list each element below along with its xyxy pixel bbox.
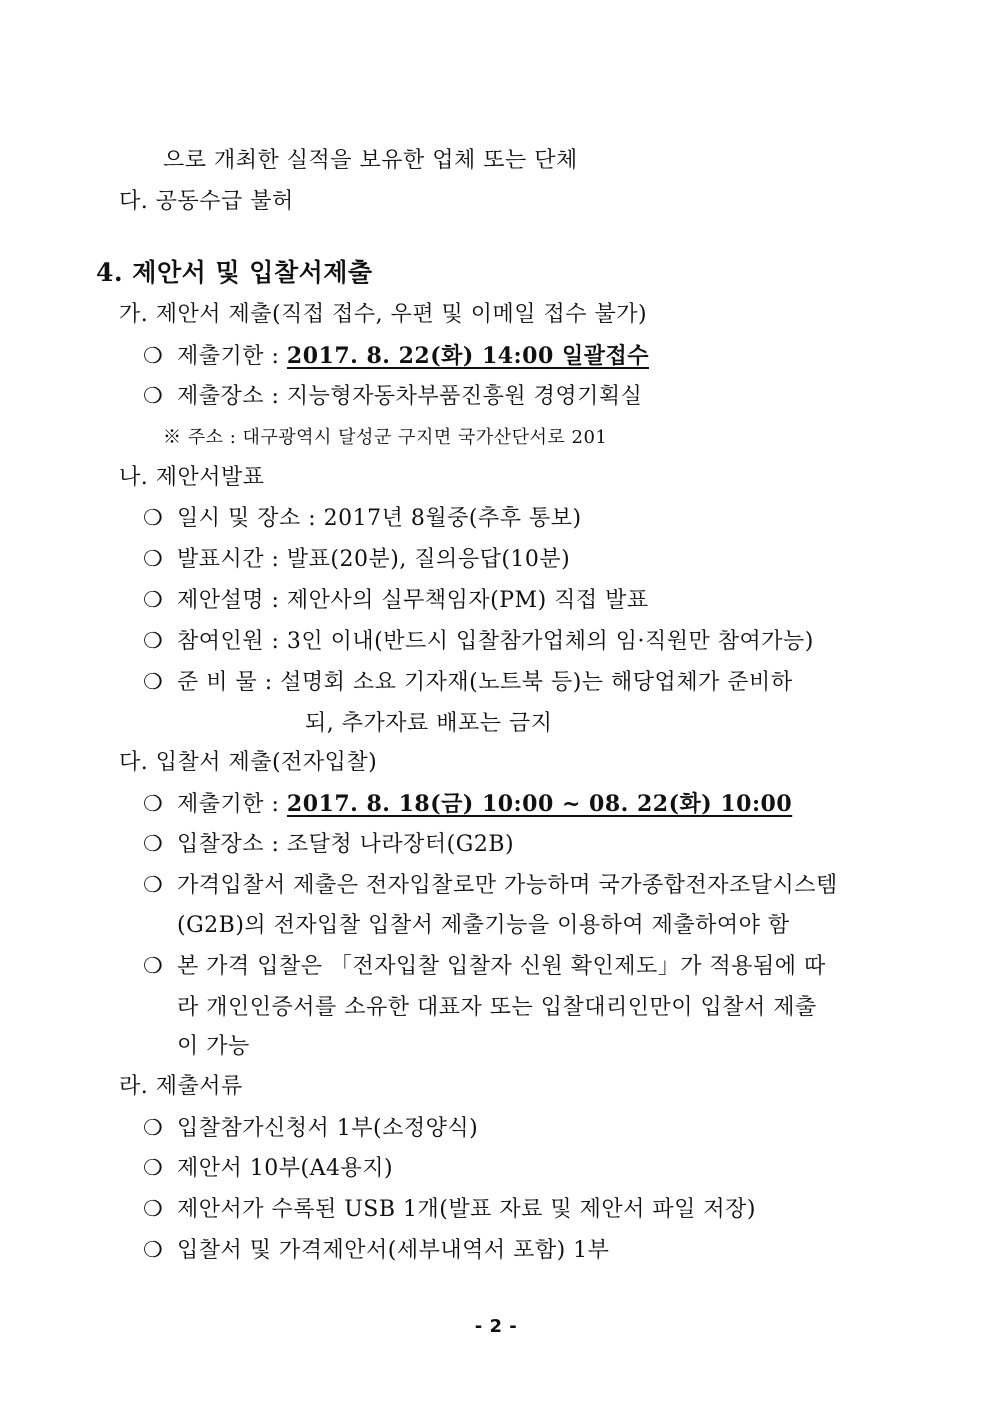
na-item-text: 준 비 물 : 설명회 소요 기자재(노트북 등)는 해당업체가 준비하 bbox=[177, 670, 793, 695]
na-item-text: 참여인원 : 3인 이내(반드시 입찰참가업체의 임·직원만 참여가능) bbox=[177, 629, 814, 654]
da-deadline-value: 2017. 8. 18(금) 10:00 ~ 08. 22(화) 10:00 bbox=[286, 791, 793, 817]
circle-bullet-icon: ❍ bbox=[143, 547, 164, 572]
ga-deadline-label: 제출기한 : bbox=[177, 344, 287, 369]
circle-bullet-icon: ❍ bbox=[143, 384, 164, 409]
circle-bullet-icon: ❍ bbox=[143, 506, 164, 531]
ra-item bbox=[143, 1118, 478, 1140]
ga-location-text: 제출장소 : 지능형자동차부품진흥원 경영기획실 bbox=[177, 384, 643, 409]
da-title: 다. 입찰서 제출(전자입찰) bbox=[119, 750, 378, 775]
circle-bullet-icon: ❍ bbox=[143, 344, 164, 369]
circle-bullet-icon: ❍ bbox=[143, 588, 164, 613]
da-item bbox=[143, 956, 826, 978]
ra-item bbox=[143, 1240, 609, 1262]
na-item-text: 발표시간 : 발표(20분), 질의응답(10분) bbox=[177, 547, 571, 572]
da-deadline-label: 제출기한 : bbox=[177, 792, 287, 817]
ra-item-text: 제안서가 수록된 USB 1개(발표 자료 및 제안서 파일 저장) bbox=[177, 1197, 756, 1222]
ga-item-location bbox=[143, 386, 642, 408]
circle-bullet-icon: ❍ bbox=[143, 629, 164, 654]
circle-bullet-icon: ❍ bbox=[143, 1156, 164, 1181]
circle-bullet-icon: ❍ bbox=[143, 1116, 164, 1141]
section3-continuation: 으로 개최한 실적을 보유한 업체 또는 단체 bbox=[163, 148, 578, 173]
ga-item-deadline bbox=[143, 345, 649, 368]
da-item-text: 입찰장소 : 조달청 나라장터(G2B) bbox=[177, 832, 515, 857]
na-item bbox=[143, 631, 814, 653]
circle-bullet-icon: ❍ bbox=[143, 792, 164, 817]
ra-item-text: 입찰서 및 가격제안서(세부내역서 포함) 1부 bbox=[177, 1238, 610, 1263]
da-item-text: 본 가격 입찰은 「전자입찰 입찰자 신원 확인제도」가 적용됨에 따 bbox=[177, 954, 826, 979]
na-item bbox=[143, 590, 649, 612]
circle-bullet-icon: ❍ bbox=[143, 670, 164, 695]
na-title: 나. 제안서발표 bbox=[119, 465, 265, 490]
da-item-deadline bbox=[143, 793, 792, 816]
ra-item-text: 입찰참가신청서 1부(소정양식) bbox=[177, 1116, 479, 1141]
da-item-text: 가격입찰서 제출은 전자입찰로만 가능하며 국가종합전자조달시스템 bbox=[177, 873, 838, 898]
ra-title: 라. 제출서류 bbox=[119, 1074, 243, 1099]
circle-bullet-icon: ❍ bbox=[143, 954, 164, 979]
ga-address-note: ※ 주소 : 대구광역시 달성군 구지면 국가산단서로 201 bbox=[163, 427, 608, 448]
ra-item bbox=[143, 1158, 393, 1180]
ra-item bbox=[143, 1199, 756, 1221]
na-item bbox=[143, 672, 793, 694]
ga-title: 가. 제안서 제출(직접 접수, 우편 및 이메일 접수 불가) bbox=[119, 302, 648, 327]
da-item-continuation: (G2B)의 전자입찰 입찰서 제출기능을 이용하여 제출하여야 함 bbox=[177, 913, 790, 938]
circle-bullet-icon: ❍ bbox=[143, 832, 164, 857]
section3-da: 다. 공동수급 불허 bbox=[119, 189, 294, 214]
na-item-text: 일시 및 장소 : 2017년 8월중(추후 통보) bbox=[177, 506, 582, 531]
na-item bbox=[143, 549, 570, 571]
da-item-continuation: 이 가능 bbox=[177, 1034, 250, 1059]
da-item bbox=[143, 834, 514, 856]
circle-bullet-icon: ❍ bbox=[143, 873, 164, 898]
page-number: - 2 - bbox=[474, 1316, 518, 1337]
circle-bullet-icon: ❍ bbox=[143, 1238, 164, 1263]
circle-bullet-icon: ❍ bbox=[143, 1197, 164, 1222]
na-item-text: 제안설명 : 제안사의 실무책임자(PM) 직접 발표 bbox=[177, 588, 649, 613]
ga-deadline-value: 2017. 8. 22(화) 14:00 일괄접수 bbox=[286, 343, 649, 369]
da-item-continuation: 라 개인인증서를 소유한 대표자 또는 입찰대리인만이 입찰서 제출 bbox=[177, 995, 817, 1020]
section4-heading: 4. 제안서 및 입찰서제출 bbox=[96, 258, 373, 287]
da-item bbox=[143, 875, 838, 897]
ra-item-text: 제안서 10부(A4용지) bbox=[177, 1156, 394, 1181]
na-item bbox=[143, 508, 582, 530]
na-item-continuation: 되, 추가자료 배포는 금지 bbox=[305, 711, 553, 736]
